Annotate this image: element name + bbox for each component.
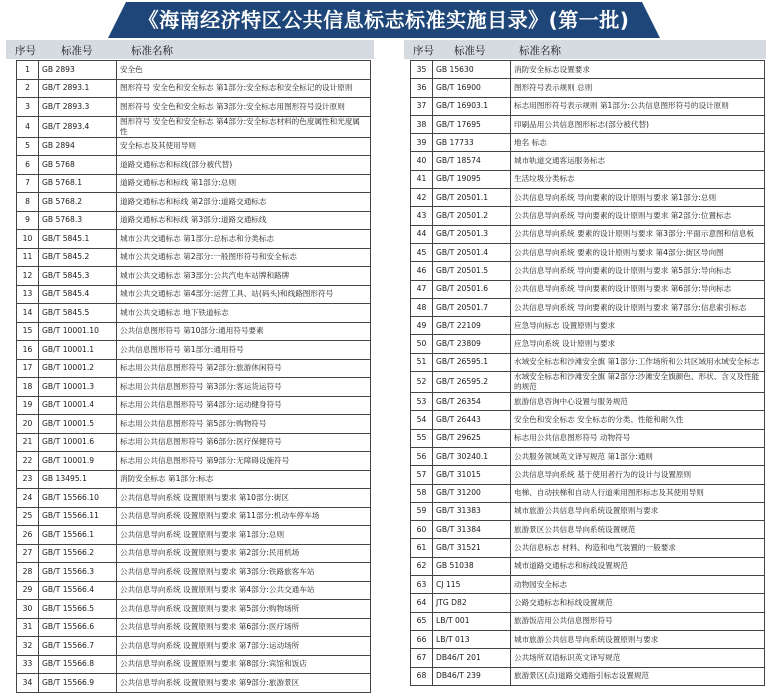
standard-name: 公共信息导向系统 设置原则与要求 第3部分:铁路旅客车站 bbox=[117, 563, 371, 582]
standard-name: 公共服务领域英文译写规范 第1部分:通则 bbox=[511, 447, 765, 465]
row-number: 57 bbox=[411, 466, 433, 484]
standard-name: 城市公共交通标志 地下铁道标志 bbox=[117, 304, 371, 323]
standard-name: 水域安全标志和沙滩安全旗 第1部分:工作场所和公共区域用水域安全标志 bbox=[511, 353, 765, 371]
row-number: 36 bbox=[411, 79, 433, 97]
table-row bbox=[411, 649, 765, 667]
table-row bbox=[411, 484, 765, 502]
row-number: 7 bbox=[17, 174, 39, 193]
table-row bbox=[411, 502, 765, 520]
standard-code: GB/T 15566.5 bbox=[39, 600, 117, 619]
standard-code: GB 5768.1 bbox=[39, 174, 117, 193]
table-row bbox=[411, 466, 765, 484]
row-number: 62 bbox=[411, 557, 433, 575]
table-row bbox=[17, 415, 371, 434]
row-number: 15 bbox=[17, 322, 39, 341]
table-row bbox=[17, 193, 371, 212]
table-row bbox=[17, 137, 371, 156]
right-column-header bbox=[404, 40, 766, 59]
row-number: 30 bbox=[17, 600, 39, 619]
standard-code: GB/T 15566.3 bbox=[39, 563, 117, 582]
row-number: 53 bbox=[411, 393, 433, 411]
table-row bbox=[17, 674, 371, 693]
standard-code: DB46/T 239 bbox=[433, 667, 511, 685]
row-number: 38 bbox=[411, 115, 433, 133]
standard-code: GB/T 16900 bbox=[433, 79, 511, 97]
standard-name: 地名 标志 bbox=[511, 134, 765, 152]
table-row bbox=[411, 152, 765, 170]
table-row bbox=[17, 526, 371, 545]
header-name: 标准名称 bbox=[131, 45, 173, 57]
standard-name: 城市轨道交通客运服务标志 bbox=[511, 152, 765, 170]
standard-name: 公共场所双语标识英文译写规范 bbox=[511, 649, 765, 667]
standard-name: 公共信息导向系统 设置原则与要求 第2部分:民用机场 bbox=[117, 544, 371, 563]
standard-code: GB/T 15566.9 bbox=[39, 674, 117, 693]
table-row bbox=[17, 156, 371, 175]
standard-code: GB/T 20501.1 bbox=[433, 189, 511, 207]
standard-name: 标志用公共信息图形符号 第6部分:医疗保健符号 bbox=[117, 433, 371, 452]
standard-code: GB/T 5845.1 bbox=[39, 230, 117, 249]
standard-name: 旅游饭店用公共信息图形符号 bbox=[511, 612, 765, 630]
standard-code: GB/T 10001.4 bbox=[39, 396, 117, 415]
standard-name: 公共信息导向系统 设置原则与要求 第8部分:宾馆和饭店 bbox=[117, 655, 371, 674]
table-row bbox=[17, 79, 371, 98]
table-row bbox=[17, 507, 371, 526]
standard-code: GB/T 20501.3 bbox=[433, 225, 511, 243]
table-row bbox=[411, 667, 765, 685]
standard-name: 安全色 bbox=[117, 61, 371, 80]
table-row bbox=[411, 353, 765, 371]
table-row bbox=[411, 539, 765, 557]
table-row bbox=[411, 411, 765, 429]
row-number: 28 bbox=[17, 563, 39, 582]
row-number: 14 bbox=[17, 304, 39, 323]
row-number: 23 bbox=[17, 470, 39, 489]
standard-code: GB/T 31015 bbox=[433, 466, 511, 484]
standard-code: GB 51038 bbox=[433, 557, 511, 575]
standard-name: 道路交通标志和标线 第2部分:道路交通标志 bbox=[117, 193, 371, 212]
table-row bbox=[411, 170, 765, 188]
standard-name: 城市公共交通标志 第4部分:运营工具、站(码头)和线路图形符号 bbox=[117, 285, 371, 304]
standard-code: GB/T 31384 bbox=[433, 521, 511, 539]
standard-name: 公共信息导向系统 设置原则与要求 第7部分:运动场所 bbox=[117, 637, 371, 656]
table-row bbox=[411, 317, 765, 335]
row-number: 52 bbox=[411, 372, 433, 393]
left-column-header bbox=[6, 40, 374, 59]
standard-code: GB/T 20501.5 bbox=[433, 262, 511, 280]
standard-name: 动物园安全标志 bbox=[511, 576, 765, 594]
table-row bbox=[17, 563, 371, 582]
row-number: 21 bbox=[17, 433, 39, 452]
left-standards-table bbox=[16, 60, 371, 693]
standard-name: 标志用公共信息图形符号 第9部分:无障碍设施符号 bbox=[117, 452, 371, 471]
standard-name: 公共信息导向系统 导向要素的设计原则与要求 第7部分:信息索引标志 bbox=[511, 298, 765, 316]
standard-name: 公共信息导向系统 导向要素的设计原则与要求 第1部分:总则 bbox=[511, 189, 765, 207]
standard-code: GB/T 10001.10 bbox=[39, 322, 117, 341]
row-number: 10 bbox=[17, 230, 39, 249]
row-number: 26 bbox=[17, 526, 39, 545]
row-number: 5 bbox=[17, 137, 39, 156]
page-title: 《海南经济特区公共信息标志标准实施目录》(第一批) bbox=[138, 8, 630, 32]
standard-code: GB/T 26443 bbox=[433, 411, 511, 429]
standard-code: GB/T 20501.2 bbox=[433, 207, 511, 225]
table-row bbox=[411, 189, 765, 207]
standard-name: 道路交通标志和标线 第1部分:总则 bbox=[117, 174, 371, 193]
standard-name: 图形符号 安全色和安全标志 第1部分:安全标志和安全标记的设计原则 bbox=[117, 79, 371, 98]
row-number: 40 bbox=[411, 152, 433, 170]
header-no: 序号 bbox=[413, 45, 434, 57]
row-number: 13 bbox=[17, 285, 39, 304]
row-number: 37 bbox=[411, 97, 433, 115]
row-number: 65 bbox=[411, 612, 433, 630]
standard-name: 安全色和安全标志 安全标志的分类、性能和耐久性 bbox=[511, 411, 765, 429]
table-row bbox=[411, 335, 765, 353]
row-number: 49 bbox=[411, 317, 433, 335]
row-number: 67 bbox=[411, 649, 433, 667]
table-row bbox=[17, 618, 371, 637]
row-number: 33 bbox=[17, 655, 39, 674]
table-row bbox=[411, 447, 765, 465]
standard-name: 公路交通标志和标线设置规范 bbox=[511, 594, 765, 612]
row-number: 64 bbox=[411, 594, 433, 612]
row-number: 6 bbox=[17, 156, 39, 175]
standard-code: GB/T 20501.6 bbox=[433, 280, 511, 298]
table-row bbox=[17, 470, 371, 489]
standard-code: GB 2894 bbox=[39, 137, 117, 156]
table-row bbox=[411, 225, 765, 243]
standard-name: 电梯、自动扶梯和自动人行道乘用图形标志及其使用导则 bbox=[511, 484, 765, 502]
table-row bbox=[411, 207, 765, 225]
standard-name: 道路交通标志和标线(部分被代替) bbox=[117, 156, 371, 175]
standard-name: 城市公共交通标志 第1部分:总标志和分类标志 bbox=[117, 230, 371, 249]
standard-code: GB/T 15566.4 bbox=[39, 581, 117, 600]
standard-code: GB/T 15566.8 bbox=[39, 655, 117, 674]
row-number: 61 bbox=[411, 539, 433, 557]
standard-code: GB 5768.2 bbox=[39, 193, 117, 212]
table-row bbox=[17, 581, 371, 600]
standard-name: 城市旅游公共信息导向系统设置原则与要求 bbox=[511, 630, 765, 648]
standard-name: 公共信息导向系统 设置原则与要求 第11部分:机动车停车场 bbox=[117, 507, 371, 526]
standard-name: 水域安全标志和沙滩安全旗 第2部分:沙滩安全旗颜色、形状、含义及性能的规范 bbox=[511, 372, 765, 393]
standard-code: LB/T 001 bbox=[433, 612, 511, 630]
row-number: 48 bbox=[411, 298, 433, 316]
row-number: 19 bbox=[17, 396, 39, 415]
table-row bbox=[17, 359, 371, 378]
standard-code: GB/T 18574 bbox=[433, 152, 511, 170]
table-row bbox=[17, 322, 371, 341]
row-number: 56 bbox=[411, 447, 433, 465]
standard-name: 生活垃圾分类标志 bbox=[511, 170, 765, 188]
standard-name: 标志用公共信息图形符号 动物符号 bbox=[511, 429, 765, 447]
standard-code: GB/T 2893.3 bbox=[39, 98, 117, 117]
standard-name: 图形符号表示规则 总则 bbox=[511, 79, 765, 97]
row-number: 4 bbox=[17, 116, 39, 137]
standard-code: GB/T 26354 bbox=[433, 393, 511, 411]
standard-name: 公共信息导向系统 设置原则与要求 第9部分:旅游景区 bbox=[117, 674, 371, 693]
standard-code: GB 15630 bbox=[433, 61, 511, 79]
standard-name: 公共信息导向系统 设置原则与要求 第10部分:街区 bbox=[117, 489, 371, 508]
standard-code: GB/T 10001.9 bbox=[39, 452, 117, 471]
table-row bbox=[411, 134, 765, 152]
standard-code: GB 17733 bbox=[433, 134, 511, 152]
table-row bbox=[17, 396, 371, 415]
standard-name: 旅游景区(点)道路交通指引标志设置规范 bbox=[511, 667, 765, 685]
standard-name: 公共信息导向系统 设置原则与要求 第6部分:医疗场所 bbox=[117, 618, 371, 637]
standard-name: 应急导向标志 设置原则与要求 bbox=[511, 317, 765, 335]
row-number: 43 bbox=[411, 207, 433, 225]
standard-name: 公共信息导向系统 设置原则与要求 第4部分:公共交通车站 bbox=[117, 581, 371, 600]
header-no: 序号 bbox=[15, 45, 36, 57]
standard-code: GB/T 26595.1 bbox=[433, 353, 511, 371]
standard-code: GB 13495.1 bbox=[39, 470, 117, 489]
table-row bbox=[411, 61, 765, 79]
standard-code: GB/T 10001.2 bbox=[39, 359, 117, 378]
standard-code: GB/T 15566.10 bbox=[39, 489, 117, 508]
standard-code: GB/T 2893.4 bbox=[39, 116, 117, 137]
table-row bbox=[411, 280, 765, 298]
table-row bbox=[17, 433, 371, 452]
table-row bbox=[411, 557, 765, 575]
standard-code: GB/T 23809 bbox=[433, 335, 511, 353]
table-row bbox=[17, 304, 371, 323]
row-number: 42 bbox=[411, 189, 433, 207]
table-row bbox=[17, 61, 371, 80]
table-row bbox=[17, 211, 371, 230]
standard-code: GB/T 10001.1 bbox=[39, 341, 117, 360]
standard-code: GB/T 5845.5 bbox=[39, 304, 117, 323]
right-standards-table bbox=[410, 60, 765, 686]
standard-name: 标志用公共信息图形符号 第4部分:运动健身符号 bbox=[117, 396, 371, 415]
table-row bbox=[17, 600, 371, 619]
standard-name: 图形符号 安全色和安全标志 第4部分:安全标志材料的色度属性和光度属性 bbox=[117, 116, 371, 137]
standard-name: 图形符号 安全色和安全标志 第3部分:安全标志用图形符号设计原则 bbox=[117, 98, 371, 117]
standard-name: 公共信息导向系统 设置原则与要求 第5部分:购物场所 bbox=[117, 600, 371, 619]
standard-code: GB 5768.3 bbox=[39, 211, 117, 230]
table-row bbox=[17, 174, 371, 193]
table-row bbox=[411, 594, 765, 612]
standard-name: 消防安全标志 第1部分:标志 bbox=[117, 470, 371, 489]
table-row bbox=[411, 372, 765, 393]
standard-code: GB/T 5845.4 bbox=[39, 285, 117, 304]
table-row bbox=[411, 393, 765, 411]
standard-code: DB46/T 201 bbox=[433, 649, 511, 667]
table-row bbox=[411, 243, 765, 261]
standard-name: 城市旅游公共信息导向系统设置原则与要求 bbox=[511, 502, 765, 520]
table-row bbox=[17, 285, 371, 304]
table-row bbox=[17, 267, 371, 286]
standard-code: GB/T 15566.2 bbox=[39, 544, 117, 563]
standard-name: 安全标志及其使用导则 bbox=[117, 137, 371, 156]
table-row bbox=[411, 612, 765, 630]
row-number: 22 bbox=[17, 452, 39, 471]
table-row bbox=[17, 452, 371, 471]
row-number: 20 bbox=[17, 415, 39, 434]
row-number: 34 bbox=[17, 674, 39, 693]
standard-code: GB/T 31200 bbox=[433, 484, 511, 502]
row-number: 68 bbox=[411, 667, 433, 685]
standard-code: GB/T 20501.7 bbox=[433, 298, 511, 316]
header-code: 标准号 bbox=[454, 45, 486, 57]
standard-name: 城市公共交通标志 第3部分:公共汽电车站牌和路牌 bbox=[117, 267, 371, 286]
table-row bbox=[17, 655, 371, 674]
standard-name: 公共信息导向系统 导向要素的设计原则与要求 第5部分:导向标志 bbox=[511, 262, 765, 280]
row-number: 1 bbox=[17, 61, 39, 80]
standard-name: 标志用图形符号表示规则 第1部分:公共信息图形符号的设计原则 bbox=[511, 97, 765, 115]
table-row bbox=[411, 576, 765, 594]
standard-code: GB 2893 bbox=[39, 61, 117, 80]
standard-name: 道路交通标志和标线 第3部分:道路交通标线 bbox=[117, 211, 371, 230]
standard-code: GB 5768 bbox=[39, 156, 117, 175]
standard-code: LB/T 013 bbox=[433, 630, 511, 648]
standard-name: 标志用公共信息图形符号 第2部分:旅游休闲符号 bbox=[117, 359, 371, 378]
standard-name: 消防安全标志设置要求 bbox=[511, 61, 765, 79]
row-number: 50 bbox=[411, 335, 433, 353]
row-number: 8 bbox=[17, 193, 39, 212]
row-number: 32 bbox=[17, 637, 39, 656]
standard-name: 城市公共交通标志 第2部分:一般图形符号和安全标志 bbox=[117, 248, 371, 267]
standard-name: 旅游信息咨询中心设置与服务规范 bbox=[511, 393, 765, 411]
standard-code: GB/T 16903.1 bbox=[433, 97, 511, 115]
row-number: 17 bbox=[17, 359, 39, 378]
row-number: 51 bbox=[411, 353, 433, 371]
standard-name: 公共信息图形符号 第1部分:通用符号 bbox=[117, 341, 371, 360]
header-name: 标准名称 bbox=[519, 45, 561, 57]
table-row bbox=[17, 489, 371, 508]
row-number: 66 bbox=[411, 630, 433, 648]
standard-code: GB/T 29625 bbox=[433, 429, 511, 447]
table-row bbox=[411, 115, 765, 133]
row-number: 2 bbox=[17, 79, 39, 98]
standard-code: GB/T 15566.7 bbox=[39, 637, 117, 656]
row-number: 60 bbox=[411, 521, 433, 539]
row-number: 3 bbox=[17, 98, 39, 117]
standard-name: 标志用公共信息图形符号 第3部分:客运货运符号 bbox=[117, 378, 371, 397]
table-row bbox=[17, 98, 371, 117]
standard-name: 公共信息导向系统 导向要素的设计原则与要求 第2部分:位置标志 bbox=[511, 207, 765, 225]
standard-code: GB/T 10001.6 bbox=[39, 433, 117, 452]
row-number: 54 bbox=[411, 411, 433, 429]
row-number: 12 bbox=[17, 267, 39, 286]
table-row bbox=[411, 97, 765, 115]
standard-code: GB/T 15566.1 bbox=[39, 526, 117, 545]
row-number: 27 bbox=[17, 544, 39, 563]
row-number: 59 bbox=[411, 502, 433, 520]
standard-code: GB/T 19095 bbox=[433, 170, 511, 188]
standard-name: 旅游景区公共信息导向系统设置规范 bbox=[511, 521, 765, 539]
table-row bbox=[411, 521, 765, 539]
row-number: 18 bbox=[17, 378, 39, 397]
table-row bbox=[411, 298, 765, 316]
row-number: 46 bbox=[411, 262, 433, 280]
row-number: 63 bbox=[411, 576, 433, 594]
standard-code: JTG D82 bbox=[433, 594, 511, 612]
standard-name: 应急导向系统 设计原则与要求 bbox=[511, 335, 765, 353]
standard-code: GB/T 15566.6 bbox=[39, 618, 117, 637]
table-row bbox=[411, 630, 765, 648]
table-row bbox=[17, 637, 371, 656]
standard-code: GB/T 2893.1 bbox=[39, 79, 117, 98]
table-row bbox=[17, 230, 371, 249]
standard-code: GB/T 10001.3 bbox=[39, 378, 117, 397]
table-row bbox=[17, 116, 371, 137]
row-number: 35 bbox=[411, 61, 433, 79]
standard-code: GB/T 31521 bbox=[433, 539, 511, 557]
standard-code: GB/T 31383 bbox=[433, 502, 511, 520]
standard-code: GB/T 30240.1 bbox=[433, 447, 511, 465]
standard-name: 公共信息导向系统 要素的设计原则与要求 第4部分:街区导向图 bbox=[511, 243, 765, 261]
standard-name: 印刷品用公共信息图形标志(部分被代替) bbox=[511, 115, 765, 133]
standard-name: 城市道路交通标志和标线设置规范 bbox=[511, 557, 765, 575]
row-number: 58 bbox=[411, 484, 433, 502]
row-number: 25 bbox=[17, 507, 39, 526]
row-number: 39 bbox=[411, 134, 433, 152]
table-row bbox=[17, 248, 371, 267]
standard-name: 标志用公共信息图形符号 第5部分:购物符号 bbox=[117, 415, 371, 434]
standard-name: 公共信息导向系统 设置原则与要求 第1部分:总则 bbox=[117, 526, 371, 545]
row-number: 31 bbox=[17, 618, 39, 637]
row-number: 11 bbox=[17, 248, 39, 267]
standard-code: GB/T 10001.5 bbox=[39, 415, 117, 434]
standard-name: 公共信息导向系统 导向要素的设计原则与要求 第6部分:导向标志 bbox=[511, 280, 765, 298]
standard-code: GB/T 17695 bbox=[433, 115, 511, 133]
table-row bbox=[17, 544, 371, 563]
table-row bbox=[17, 341, 371, 360]
row-number: 55 bbox=[411, 429, 433, 447]
table-row bbox=[17, 378, 371, 397]
standard-code: GB/T 20501.4 bbox=[433, 243, 511, 261]
row-number: 44 bbox=[411, 225, 433, 243]
header-code: 标准号 bbox=[61, 45, 93, 57]
row-number: 47 bbox=[411, 280, 433, 298]
standard-code: CJ 115 bbox=[433, 576, 511, 594]
table-row bbox=[411, 262, 765, 280]
standard-code: GB/T 5845.2 bbox=[39, 248, 117, 267]
row-number: 45 bbox=[411, 243, 433, 261]
standard-name: 公共信息图形符号 第10部分:通用符号要素 bbox=[117, 322, 371, 341]
standard-code: GB/T 22109 bbox=[433, 317, 511, 335]
standard-code: GB/T 5845.3 bbox=[39, 267, 117, 286]
row-number: 16 bbox=[17, 341, 39, 360]
standard-name: 公共信息导向系统 要素的设计原则与要求 第3部分:平面示意图和信息板 bbox=[511, 225, 765, 243]
standard-code: GB/T 15566.11 bbox=[39, 507, 117, 526]
standard-code: GB/T 26595.2 bbox=[433, 372, 511, 393]
row-number: 9 bbox=[17, 211, 39, 230]
row-number: 29 bbox=[17, 581, 39, 600]
standard-name: 公共信息标志 材料、构造和电气装置的一般要求 bbox=[511, 539, 765, 557]
standard-name: 公共信息导向系统 基于使用者行为的设计与设置原则 bbox=[511, 466, 765, 484]
row-number: 41 bbox=[411, 170, 433, 188]
table-row bbox=[411, 429, 765, 447]
row-number: 24 bbox=[17, 489, 39, 508]
table-row bbox=[411, 79, 765, 97]
